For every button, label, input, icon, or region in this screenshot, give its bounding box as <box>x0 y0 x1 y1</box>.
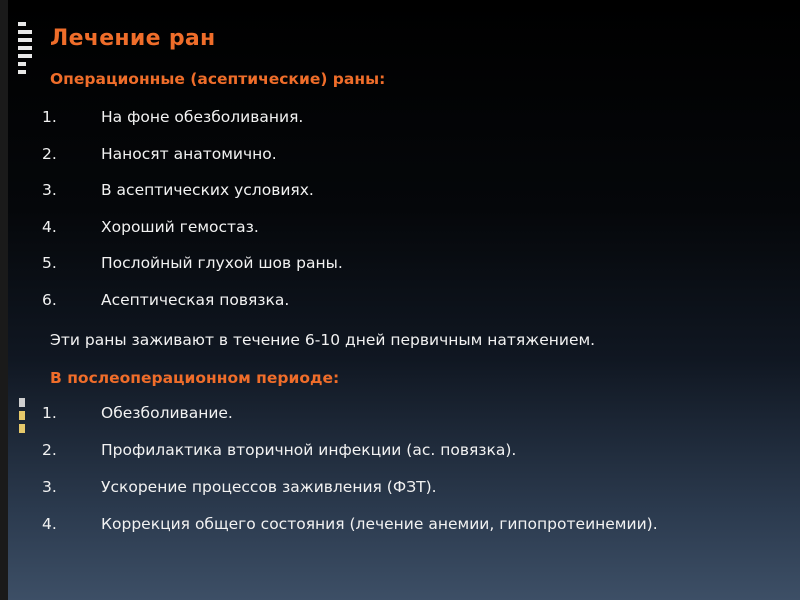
list-item-number: 2. <box>42 441 57 459</box>
list-item-number: 4. <box>42 515 57 533</box>
section2-heading: В послеоперационном периоде: <box>50 369 340 387</box>
decorative-squares <box>19 398 25 437</box>
list-item-number: 1. <box>42 108 57 126</box>
section1-heading: Операционные (асептические) раны: <box>50 70 386 88</box>
list-item-number: 1. <box>42 404 57 422</box>
list-item-text: Профилактика вторичной инфекции (ас. повязка). <box>101 441 517 459</box>
list-item-text: Обезболивание. <box>101 404 233 422</box>
list-item-text: Асептическая повязка. <box>101 290 290 309</box>
list-item-text: Коррекция общего состояния (лечение анемии, гипопротеинемии). <box>101 515 658 533</box>
list-item-number: 4. <box>42 217 57 236</box>
list-item-number: 5. <box>42 254 57 272</box>
list-item-number: 6. <box>42 290 57 309</box>
left-edge-strip <box>0 0 8 600</box>
list-item-number: 2. <box>42 144 57 163</box>
list-item-text: Послойный глухой шов раны. <box>101 254 343 272</box>
list-item-text: Ускорение процессов заживления (ФЗТ). <box>101 478 437 496</box>
slide-title: Лечение ран <box>50 26 216 51</box>
list-item-text: В асептических условиях. <box>101 181 314 199</box>
list-item-number: 3. <box>42 181 57 199</box>
list-item-text: Хороший гемостаз. <box>101 217 259 236</box>
decorative-bars <box>18 22 32 78</box>
healing-note: Эти раны заживают в течение 6-10 дней первичным натяжением. <box>50 331 596 349</box>
list-item-text: Наносят анатомично. <box>101 144 277 163</box>
list-item-number: 3. <box>42 478 57 496</box>
list-item-text: На фоне обезболивания. <box>101 108 304 126</box>
